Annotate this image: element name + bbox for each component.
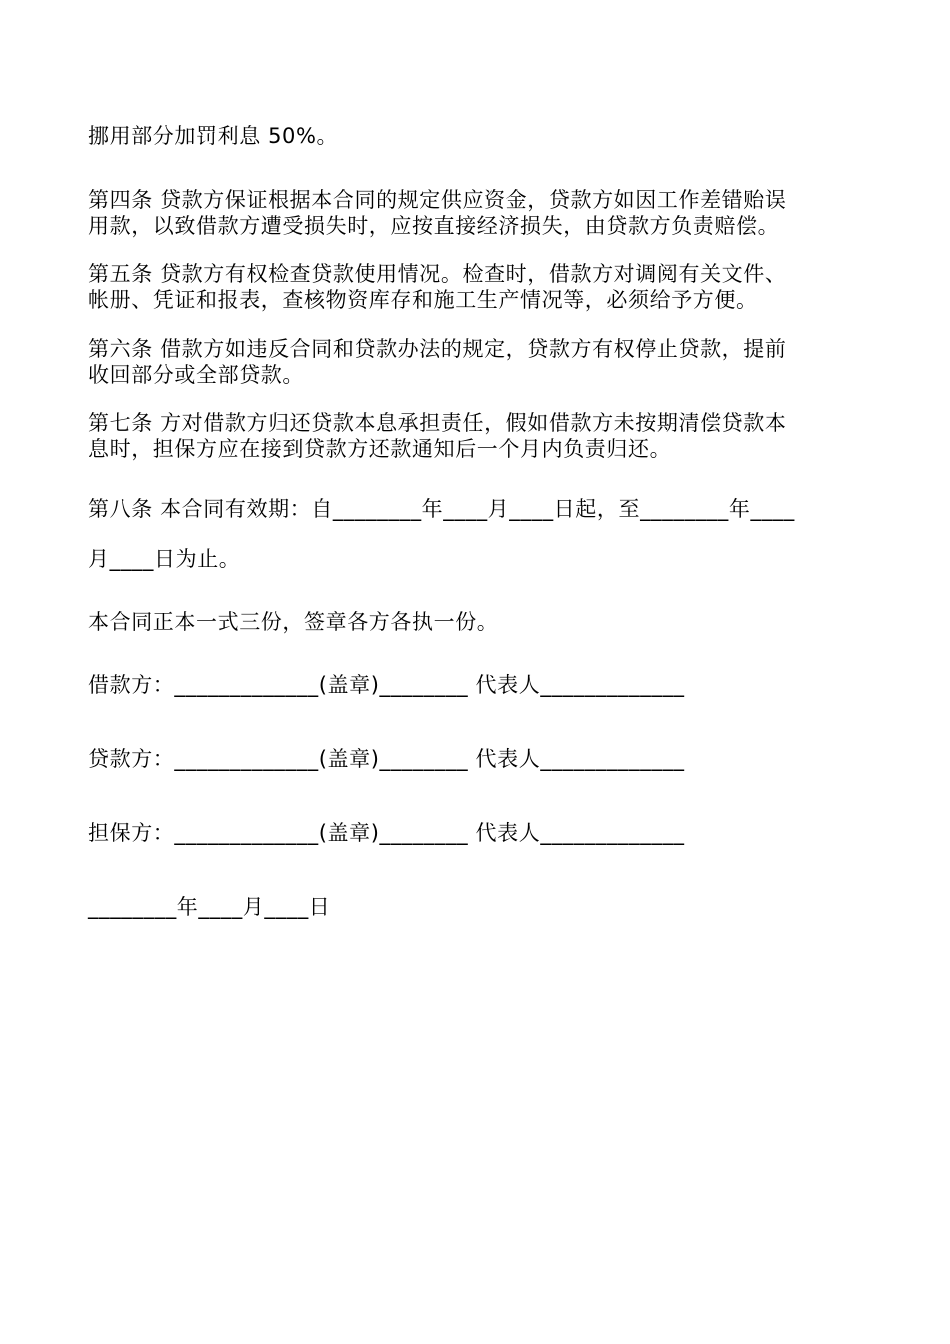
signature-line-lender: 贷款方：_____________(盖章)________ 代表人_____________ [88, 747, 685, 771]
text-line-article-6-a: 第六条 借款方如违反合同和贷款办法的规定，贷款方有权停止贷款，提前 [88, 337, 787, 361]
text-line-article-4-b: 用款，以致借款方遭受损失时，应按直接经济损失，由贷款方负责赔偿。 [88, 214, 780, 238]
text-line-article-6-b: 收回部分或全部贷款。 [88, 363, 304, 387]
date-line: ________年____月____日 [88, 895, 331, 919]
text-line-article-5-b: 帐册、凭证和报表，查核物资库存和施工生产情况等，必须给予方便。 [88, 288, 758, 312]
text-line-article-4-a: 第四条 贷款方保证根据本合同的规定供应资金，贷款方如因工作差错贻误 [88, 188, 787, 212]
text-line-copies: 本合同正本一式三份，签章各方各执一份。 [88, 610, 499, 634]
text-line-penalty-interest: 挪用部分加罚利息 50%。 [88, 124, 339, 148]
text-line-article-7-a: 第七条 方对借款方归还贷款本息承担责任，假如借款方未按期清偿贷款本 [88, 411, 787, 435]
text-line-article-5-a: 第五条 贷款方有权检查贷款使用情况。检查时，借款方对调阅有关文件、 [88, 262, 787, 286]
signature-line-guarantor: 担保方：_____________(盖章)________ 代表人_____________ [88, 821, 685, 845]
text-line-article-8-b: 月____日为止。 [88, 547, 241, 571]
text-line-article-8-a: 第八条 本合同有效期：自________年____月____日起，至________年____ [88, 497, 795, 521]
text-line-article-7-b: 息时，担保方应在接到贷款方还款通知后一个月内负责归还。 [88, 437, 672, 461]
signature-line-borrower: 借款方：_____________(盖章)________ 代表人_____________ [88, 673, 685, 697]
